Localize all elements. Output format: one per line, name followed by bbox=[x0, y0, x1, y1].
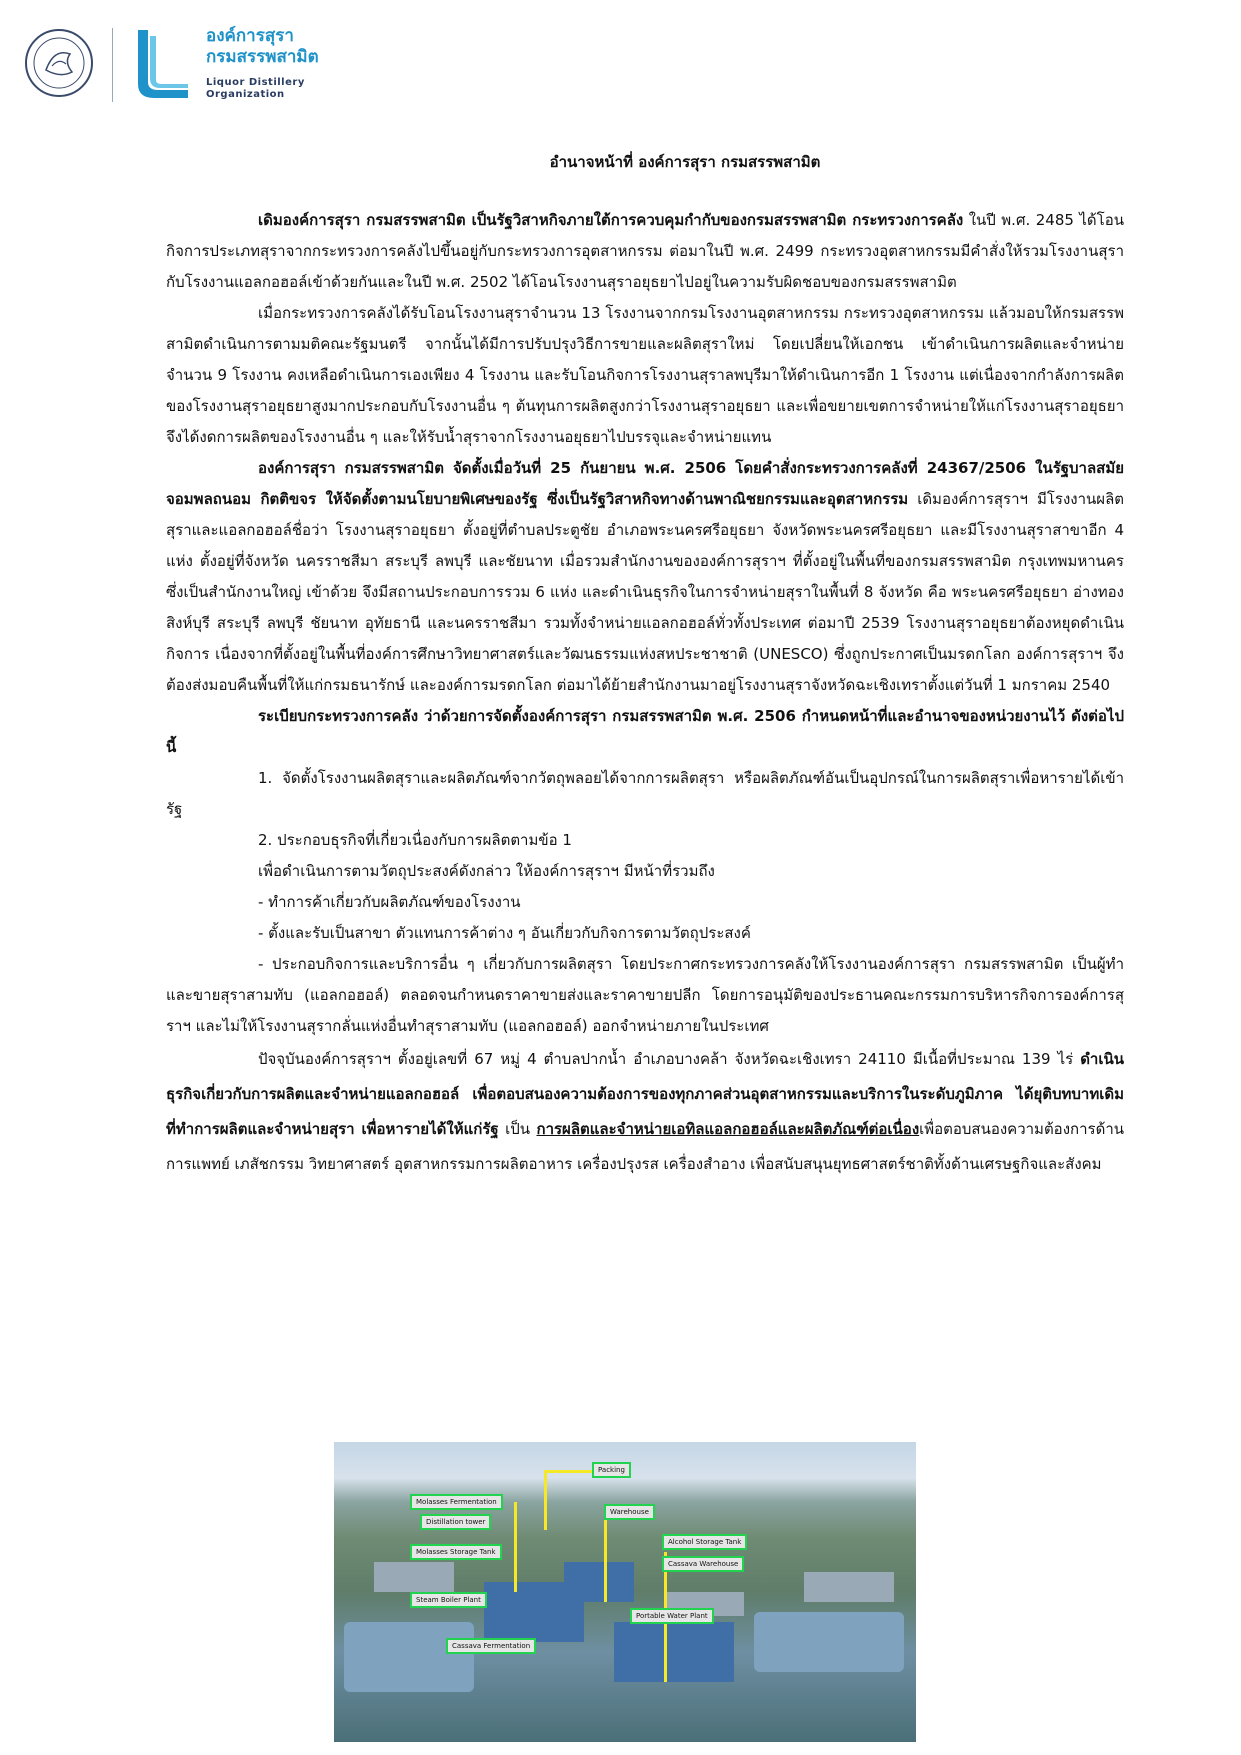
organization-name-english: Liquor Distillery Organization bbox=[206, 77, 305, 100]
label-packing: Packing bbox=[592, 1462, 631, 1478]
paragraph-factory-transfer: เมื่อกระทรวงการคลังได้รับโอนโรงงานสุราจำนวน 13 โรงงานจากกรมโรงงานอุตสาหกรรม กระทรวงอุตสาหกรรม แล้วมอบให้กรมสรรพสามิตดำเนินการตามมติคณะรัฐมนตรี จากนั้นได้มีการปรับปรุงวิธีการขายและผลิตสุราใหม่ โดยเปลี่ยนให้เอกชน เข้าดำเนินการผลิตและจำหน่ายจำนวน 9 โรงงาน คงเหลือดำเนินการเองเพียง 4 โรงงาน และรับโอนกิจการโรงงานสุราลพบุรีมาให้ดำเนินการอีก 1 โรงงาน แต่เนื่องจากกำลังการผลิตของโรงงานสุราอยุธยาสูงมากประกอบกับโรงงานอื่น ๆ ต้นทุนการผลิตสูงกว่าโรงงานสุราอยุธยา และเพื่อขยายเขตการจำหน่ายให้แก่โรงงานสุราอยุธยา จึงได้งดการผลิตของโรงงานอื่น ๆ และให้รับน้ำสุราจากโรงงานอยุธยาไปบรรจุและจำหน่ายแทน bbox=[166, 304, 1124, 446]
excise-department-seal-icon bbox=[24, 28, 94, 98]
page-header bbox=[24, 24, 424, 106]
paragraph-regulation: ระเบียบกระทรวงการคลัง ว่าด้วยการจัดตั้งองค์การสุรา กรมสรรพสามิต พ.ศ. 2506 กำหนดหน้าที่และอำนาจของหน่วยงานไว้ ดังต่อไปนี้ bbox=[166, 707, 1124, 756]
list-item: - ทำการค้าเกี่ยวกับผลิตภัณฑ์ของโรงงาน bbox=[258, 893, 521, 911]
label-distillation-tower: Distillation tower bbox=[420, 1514, 491, 1530]
leader-line bbox=[604, 1512, 607, 1602]
plant-aerial-photo bbox=[334, 1442, 916, 1742]
building bbox=[614, 1622, 734, 1682]
duties-intro: เพื่อดำเนินการตามวัตถุประสงค์ดังกล่าว ให้องค์การสุราฯ มีหน้าที่รวมถึง bbox=[258, 862, 715, 880]
list-item: 1. จัดตั้งโรงงานผลิตสุราและผลิตภัณฑ์จากวัตถุพลอยได้จากการผลิตสุรา หรือผลิตภัณฑ์อันเป็นอุปกรณ์ในการผลิตสุราเพื่อหารายได้เข้ารัฐ bbox=[166, 769, 1124, 818]
label-steam-boiler-plant: Steam Boiler Plant bbox=[410, 1592, 487, 1608]
list-item: 2. ประกอบธุรกิจที่เกี่ยวเนื่องกับการผลิตตามข้อ 1 bbox=[258, 831, 572, 849]
label-potable-water-plant: Portable Water Plant bbox=[630, 1608, 714, 1624]
paragraph-establishment: องค์การสุรา กรมสรรพสามิต จัดตั้งเมื่อวันที่ 25 กันยายน พ.ศ. 2506 โดยคำสั่งกระทรวงการคลังที่ 24367/2506 ในรัฐบาลสมัยจอมพลถนอม กิตติขจร ให้จัดตั้งตามนโยบายพิเศษของรัฐ ซึ่งเป็นรัฐวิสาหกิจทางด้านพาณิชยกรรมและอุตสาหกรรม เดิมองค์การสุราฯ มีโรงงานผลิตสุราและแอลกอฮอล์ชื่อว่า โรงงานสุราอยุธยา ตั้งอยู่ที่ตำบลประตูชัย อำเภอพระนครศรีอยุธยา จังหวัดพระนครศรีอยุธยา และมีโรงงานสุราสาขาอีก 4 แห่ง ตั้งอยู่ที่จังหวัด นครราชสีมา สระบุรี ลพบุรี และชัยนาท เมื่อรวมสำนักงานขององค์การสุราฯ ที่ตั้งอยู่ในพื้นที่ของกรมสรรพสามิต กรุงเทพมหานคร ซึ่งเป็นสำนักงานใหญ่ เข้าด้วย จึงมีสถานประกอบการรวม 6 แห่ง และดำเนินธุรกิจในการจำหน่ายสุราในพื้นที่ 8 จังหวัด คือ พระนครศรีอยุธยา อ่างทอง สิงห์บุรี สระบุรี ลพบุรี ชัยนาท อุทัยธานี และนครราชสีมา รวมทั้งจำหน่ายแอลกอฮอล์ทั่วทั้งประเทศ ต่อมาปี 2539 โรงงานสุราอยุธยาต้องหยุดดำเนินกิจการ เนื่องจากที่ตั้งอยู่ในพื้นที่องค์การศึกษาวิทยาศาสตร์และวัฒนธรรมแห่งสหประชาชาติ (UNESCO) ซึ่งถูกประกาศเป็นมรดกโลก องค์การสุราฯ จึงต้องส่งมอบคืนพื้นที่ให้แก่กรมธนารักษ์ และองค์การมรดกโลก ต่อมาได้ย้ายสำนักงานมาอยู่โรงงานสุราจังหวัดฉะเชิงเทราตั้งแต่วันที่ 1 มกราคม 2540 bbox=[166, 459, 1124, 694]
document-title: อำนาจหน้าที่ องค์การสุรา กรมสรรพสามิต bbox=[549, 153, 821, 171]
label-cassava-warehouse: Cassava Warehouse bbox=[662, 1556, 744, 1572]
leader-line bbox=[544, 1470, 547, 1530]
label-warehouse: Warehouse bbox=[604, 1504, 655, 1520]
liquor-distillery-logo-icon bbox=[132, 26, 192, 102]
building bbox=[564, 1562, 634, 1602]
pond bbox=[344, 1622, 474, 1692]
label-alcohol-storage-tank: Alcohol Storage Tank bbox=[662, 1534, 747, 1550]
paragraph-current: ปัจจุบันองค์การสุราฯ ตั้งอยู่เลขที่ 67 หมู่ 4 ตำบลปากน้ำ อำเภอบางคล้า จังหวัดฉะเชิงเทรา 24110 มีเนื้อที่ประมาณ 139 ไร่ ดำเนินธุรกิจเกี่ยวกับการผลิตและจำหน่ายแอลกอฮอล์ เพื่อตอบสนองความต้องการของทุกภาคส่วนอุตสาหกรรมและบริการในระดับภูมิภาค ได้ยุติบทบาทเดิมที่ทำการผลิตและจำหน่ายสุรา เพื่อหารายได้ให้แก่รัฐ เป็น การผลิตและจำหน่ายเอทิลแอลกอฮอล์และผลิตภัณฑ์ต่อเนื่องเพื่อตอบสนองความต้องการด้านการแพทย์ เภสัชกรรม วิทยาศาสตร์ อุตสาหกรรมการผลิตอาหาร เครื่องปรุงรส เครื่องสำอาง เพื่อสนับสนุนยุทธศาสตร์ชาติทั้งด้านเศรษฐกิจและสังคม bbox=[166, 1050, 1124, 1173]
label-molasses-fermentation: Molasses Fermentation bbox=[410, 1494, 503, 1510]
list-item: - ประกอบกิจการและบริการอื่น ๆ เกี่ยวกับการผลิตสุรา โดยประกาศกระทรวงการคลังให้โรงงานองค์การสุรา กรมสรรพสามิต เป็นผู้ทำและขายสุราสามทับ (แอลกอฮอล์) ตลอดจนกำหนดราคาขายส่งและราคาขายปลีก โดยการอนุมัติของประธานคณะกรรมการบริหารกิจการองค์การสุราฯ และไม่ให้โรงงานสุรากลั่นแห่งอื่นทำสุราสามทับ (แอลกอฮอล์) ออกจำหน่ายภายในประเทศ bbox=[166, 955, 1124, 1035]
building bbox=[374, 1562, 454, 1592]
list-item: - ตั้งและรับเป็นสาขา ตัวแทนการค้าต่าง ๆ อันเกี่ยวกับกิจการตามวัตถุประสงค์ bbox=[258, 924, 751, 942]
document-body bbox=[166, 205, 1124, 1182]
header-divider bbox=[112, 28, 113, 102]
building bbox=[804, 1572, 894, 1602]
leader-line bbox=[514, 1502, 517, 1592]
organization-name-thai: องค์การสุรา กรมสรรพสามิต bbox=[206, 26, 319, 67]
label-cassava-fermentation: Cassava Fermentation bbox=[446, 1638, 536, 1654]
paragraph-history: เดิมองค์การสุรา กรมสรรพสามิต เป็นรัฐวิสาหกิจภายใต้การควบคุมกำกับของกรมสรรพสามิต กระทรวงการคลัง ในปี พ.ศ. 2485 ได้โอนกิจการประเภทสุราจากกระทรวงการคลังไปขึ้นอยู่กับกระทรวงการอุตสาหกรรม ต่อมาในปี พ.ศ. 2499 กระทรวงอุตสาหกรรมมีคำสั่งให้รวมโรงงานสุรากับโรงงานแอลกอฮอล์เข้าด้วยกันและในปี พ.ศ. 2502 ได้โอนโรงงานสุราอยุธยาไปอยู่ในความรับผิดชอบของกรมสรรพสามิต bbox=[166, 211, 1124, 291]
label-molasses-storage-tank: Molasses Storage Tank bbox=[410, 1544, 502, 1560]
pond bbox=[754, 1612, 904, 1672]
